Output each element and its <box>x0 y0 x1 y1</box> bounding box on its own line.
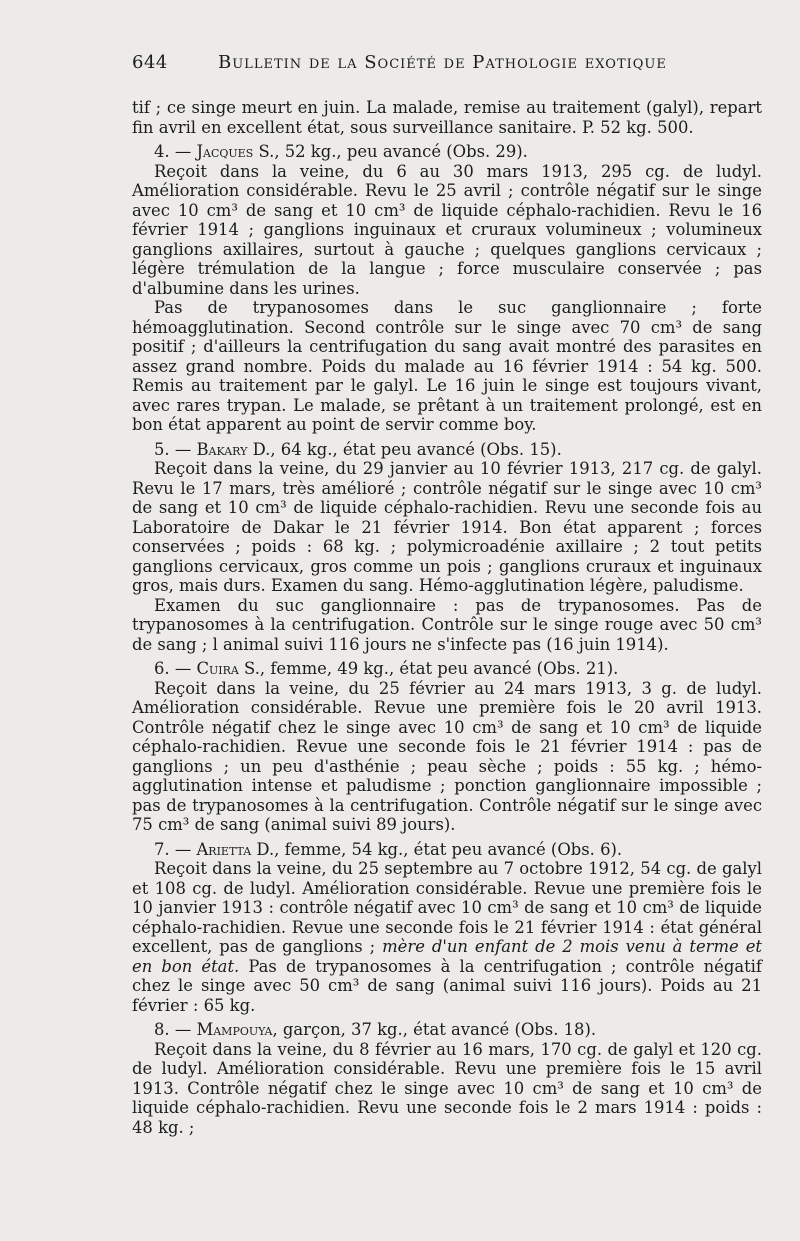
case-summary: S., 52 kg., peu avancé (Obs. 29). <box>253 142 528 161</box>
case-heading-6 <box>132 659 762 679</box>
paragraph-text: Examen du suc ganglionnaire : pas de trypanosomes. Pas de trypanosomes à la centrifugation. Contrôle sur le singe rouge avec 50 cm³ de sang ; l animal suivi 116 jours ne s'infecte pas (16 juin 1914). <box>132 595 762 654</box>
case-summary: , garçon, 37 kg., état avancé (Obs. 18). <box>272 1020 597 1039</box>
paragraph <box>132 298 762 435</box>
paragraph-text: Reçoit dans la veine, du 25 février au 24 mars 1913, 3 g. de ludyl. Amélioration considérable. Revue une première fois le 20 avril 1913. Contrôle négatif chez le singe avec 10 cm³ de sang et 10 cm³ de liquide céphalo-rachidien. Revue une seconde fois le 21 février 1914 : pas de ganglions ; un peu d'asthénie ; peau sèche ; poids : 55 kg. ; hémo-agglutination intense et paludisme ; ponction ganglionnaire impossible ; pas de trypanosomes à la centrifugation. Contrôle négatif sur le singe avec 75 cm³ de sang (animal suivi 89 jours). <box>132 678 762 834</box>
patient-name: Mampouya <box>196 1020 273 1039</box>
patient-name: Jacques <box>196 142 254 161</box>
case-heading-8 <box>132 1020 762 1040</box>
case-heading-4 <box>132 142 762 162</box>
case-heading-7 <box>132 840 762 860</box>
paragraph-continuation <box>132 98 762 137</box>
italic-emphasis: mère d'un enfant de 2 mois venu à terme et en bon état. <box>132 937 762 976</box>
case-summary: D., 64 kg., état peu avancé (Obs. 15). <box>247 439 562 459</box>
patient-name: Cuira <box>196 659 239 678</box>
paragraph-text: Pas de trypanosomes dans le suc ganglionnaire ; forte hémoagglutination. Second contrôle sur le singe avec 70 cm³ de sang positif ; d'ailleurs la centrifugation du sang avait montré des parasites en assez grand nombre. Poids du malade au 16 février 1914 : 54 kg. 500. Remis au traitement par le galyl. Le 16 juin le singe est toujours vivant, avec rares trypan. Le malade, se prêtant à un traitement prolongé, est en bon état apparent au point de servir comme boy. <box>132 298 762 434</box>
paragraph <box>132 596 762 655</box>
paragraph-text: Reçoit dans la veine, du 8 février au 16 mars, 170 cg. de galyl et 120 cg. de ludyl. Amélioration considérable. Revu une première fois le 15 avril 1913. Contrôle négatif chez le singe avec 10 cm³ de sang et 10 cm³ de liquide céphalo-rachidien. Revu une seconde fois le 2 mars 1914 : poids : 48 kg. ; <box>132 1039 762 1137</box>
page-body <box>132 98 762 1137</box>
paragraph <box>132 859 762 1015</box>
paragraph <box>132 679 762 835</box>
page-number: 644 <box>132 52 168 73</box>
paragraph-text: tif ; ce singe meurt en juin. La malade, remise au traitement (galyl), repart fin avril en excellent état, sous surveillance sanitaire. P. 52 kg. 500. <box>132 98 762 137</box>
paragraph-text: Reçoit dans la veine, du 25 septembre au 7 octobre 1912, 54 cg. de galyl et 108 cg. de ludyl. Amélioration considérable. Revue une première fois le 10 janvier 1913 : contrôle négatif avec 10 cm³ de sang et 10 cm³ de liquide céphalo-rachidien. Revue une seconde fois le 21 février 1914 : état général excellent, pas de ganglions ; <box>132 859 762 956</box>
case-number: 4. — <box>154 142 197 161</box>
case-number: 8. — <box>154 1020 197 1039</box>
paragraph <box>132 459 762 596</box>
case-number: 5. — <box>154 439 197 459</box>
case-summary: D., femme, 54 kg., état peu avancé (Obs. 6). <box>251 839 623 859</box>
paragraph <box>132 1040 762 1138</box>
paragraph-text: Pas de trypanosomes à la centrifugation ; contrôle négatif chez le singe avec 50 cm³ de sang (animal suivi 116 jours). Poids au 21 février : 65 kg. <box>132 956 762 1015</box>
paragraph-text: Reçoit dans la veine, du 6 au 30 mars 1913, 295 cg. de ludyl. Amélioration considérable. Revu le 25 avril ; contrôle négatif sur le singe avec 10 cm³ de sang et 10 cm³ de liquide céphalo-rachidien. Revu le 16 février 1914 ; ganglions inguinaux et cruraux volumineux ; volumineux ganglions axillaires, surtout à gauche ; quelques ganglions cervicaux ; légère trémulation de la langue ; force musculaire conservée ; pas d'albumine dans les urines. <box>132 161 762 298</box>
case-summary: S., femme, 49 kg., état peu avancé (Obs. 21). <box>238 659 619 678</box>
case-number: 6. — <box>154 659 197 678</box>
case-heading-5 <box>132 440 762 460</box>
paragraph-text: Reçoit dans la veine, du 29 janvier au 10 février 1913, 217 cg. de galyl. Revu le 17 mars, très amélioré ; contrôle négatif sur le singe avec 10 cm³ de sang et 10 cm³ de liquide céphalo-rachidien. Revu une seconde fois au Laboratoire de Dakar le 21 février 1914. Bon état apparent ; forces conservées ; poids : 68 kg. ; polymicroadénie axillaire ; 2 tout petits ganglions cervicaux, gros comme un pois ; ganglions cruraux et inguinaux gros, mais durs. Examen du sang. Hémo-agglutination légère, paludisme. <box>132 459 762 595</box>
paragraph <box>132 162 762 299</box>
patient-name: Arietta <box>196 839 252 859</box>
patient-name: Bakary <box>196 439 248 459</box>
journal-title: Bulletin de la Société de Pathologie exotique <box>218 52 667 73</box>
case-number: 7. — <box>154 839 197 859</box>
